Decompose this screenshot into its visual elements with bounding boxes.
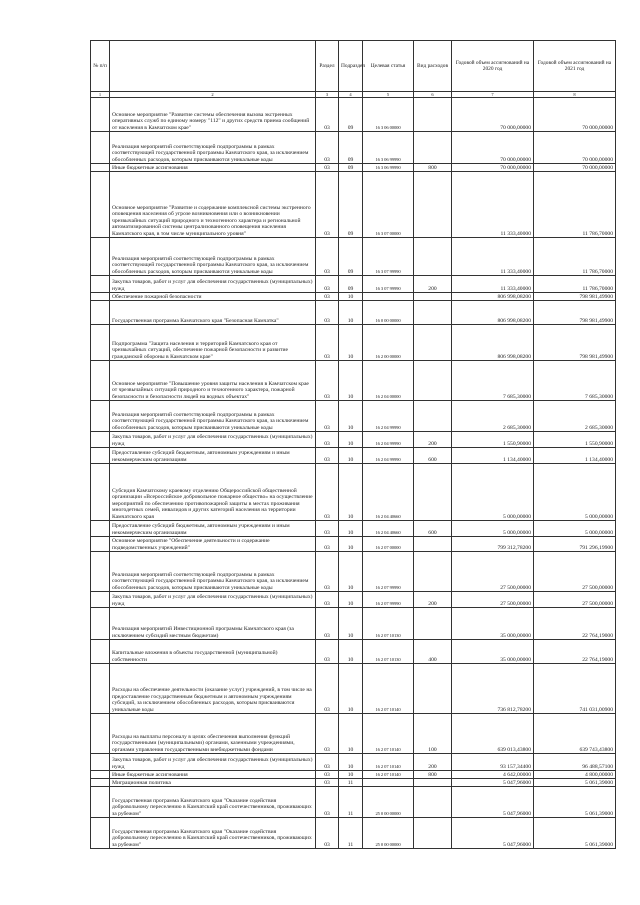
row-podrazdel-cell: 11 bbox=[339, 779, 363, 787]
row-2020-cell: 35 000,00000 bbox=[452, 608, 534, 640]
row-index-cell bbox=[91, 432, 110, 448]
row-vid-cell bbox=[414, 779, 452, 787]
row-razdel-cell: 03 bbox=[316, 464, 339, 521]
row-index-cell bbox=[91, 771, 110, 779]
row-2020-cell: 70 000,00000 bbox=[452, 132, 534, 164]
row-2020-cell: 11 333,40000 bbox=[452, 238, 534, 276]
row-razdel-cell: 03 bbox=[316, 771, 339, 779]
row-index-cell bbox=[91, 779, 110, 787]
row-index-cell bbox=[91, 754, 110, 771]
row-index-cell bbox=[91, 664, 110, 714]
row-podrazdel-cell: 11 bbox=[339, 818, 363, 849]
row-2020-cell: 736 812,78200 bbox=[452, 664, 534, 714]
row-2021-cell: 798 981,49900 bbox=[534, 293, 616, 301]
row-podrazdel-cell: 09 bbox=[339, 276, 363, 293]
row-name-cell: Реализация мероприятий соответствующей подпрограммы в рамках соответствующей государственной программы Камчатского края, за исключением обособленных расходов, которым присваиваются уникальные коды bbox=[110, 401, 316, 432]
row-2020-cell: 11 333,40000 bbox=[452, 172, 534, 238]
row-2021-cell: 70 000,00000 bbox=[534, 164, 616, 172]
row-razdel-cell: 03 bbox=[316, 98, 339, 132]
row-2020-cell: 799 312,78200 bbox=[452, 537, 534, 552]
row-2021-cell: 11 786,70000 bbox=[534, 238, 616, 276]
row-vid-cell: 400 bbox=[414, 640, 452, 664]
table-row bbox=[91, 521, 616, 537]
row-index-cell bbox=[91, 787, 110, 818]
row-podrazdel-cell: 10 bbox=[339, 521, 363, 537]
row-vid-cell: 200 bbox=[414, 276, 452, 293]
row-2021-cell: 639 743,43800 bbox=[534, 714, 616, 754]
row-2021-cell: 5 061,39000 bbox=[534, 779, 616, 787]
row-podrazdel-cell: 10 bbox=[339, 361, 363, 401]
row-index-cell bbox=[91, 276, 110, 293]
row-name-cell: Миграционная политика bbox=[110, 779, 316, 787]
row-celevaya-cell: 16 2 07 00000 bbox=[363, 537, 414, 552]
row-index-cell bbox=[91, 172, 110, 238]
row-celevaya-cell: 16 2 07 10140 bbox=[363, 771, 414, 779]
row-name-cell: Субсидия Камчатскому краевому отделению Общероссийской общественной организации «Всероссийское добровольное пожарное общество» на осуществление мероприятий по обеспечению противопожарной защиты в местах проживания многодетных семей, инвалидов и других категорий населения на территории Камчатского края bbox=[110, 464, 316, 521]
row-name-cell: Предоставление субсидий бюджетным, автономным учреждениям и иным некоммерческим организациям bbox=[110, 448, 316, 464]
row-razdel-cell: 03 bbox=[316, 401, 339, 432]
row-vid-cell: 200 bbox=[414, 432, 452, 448]
row-celevaya-cell: 16 2 04 00000 bbox=[363, 361, 414, 401]
row-vid-cell bbox=[414, 464, 452, 521]
table-row bbox=[91, 537, 616, 552]
row-podrazdel-cell: 10 bbox=[339, 552, 363, 592]
row-razdel-cell: 03 bbox=[316, 787, 339, 818]
row-celevaya-cell: 16 2 04 99990 bbox=[363, 432, 414, 448]
row-name-cell: Основное мероприятие "Обеспечение деятельности и содержание подведомственных учреждений" bbox=[110, 537, 316, 552]
row-2021-cell: 27 500,00000 bbox=[534, 552, 616, 592]
row-vid-cell: 200 bbox=[414, 592, 452, 608]
row-index-cell bbox=[91, 537, 110, 552]
row-razdel-cell: 03 bbox=[316, 164, 339, 172]
table-row bbox=[91, 293, 616, 301]
row-index-cell bbox=[91, 98, 110, 132]
row-vid-cell bbox=[414, 132, 452, 164]
row-2021-cell: 4 800,00000 bbox=[534, 771, 616, 779]
table-row bbox=[91, 464, 616, 521]
row-2020-cell: 1 134,40000 bbox=[452, 448, 534, 464]
row-2020-cell: 1 550,90000 bbox=[452, 432, 534, 448]
colnum: 2 bbox=[110, 92, 316, 98]
row-index-cell bbox=[91, 552, 110, 592]
row-name-cell: Реализация мероприятий соответствующей подпрограммы в рамках соответствующей государственной программы Камчатского края, за исключением обособленных расходов, которым присваиваются уникальные коды bbox=[110, 238, 316, 276]
row-celevaya-cell: 16 2 04 40660 bbox=[363, 464, 414, 521]
row-celevaya-cell bbox=[363, 293, 414, 301]
row-index-cell bbox=[91, 325, 110, 361]
row-2021-cell: 22 764,19000 bbox=[534, 608, 616, 640]
table-row bbox=[91, 448, 616, 464]
table-row bbox=[91, 276, 616, 293]
row-vid-cell: 600 bbox=[414, 448, 452, 464]
table-row bbox=[91, 592, 616, 608]
table-row bbox=[91, 608, 616, 640]
row-2021-cell: 1 134,40000 bbox=[534, 448, 616, 464]
row-name-cell: Основное мероприятие "Повышение уровня защиты населения в Камчатском крае от чрезвычайных ситуаций природного и техногенного характера, пожарной безопасности и безопасности людей на водных объектах" bbox=[110, 361, 316, 401]
row-index-cell bbox=[91, 164, 110, 172]
row-podrazdel-cell: 10 bbox=[339, 640, 363, 664]
row-podrazdel-cell: 09 bbox=[339, 164, 363, 172]
row-name-cell: Государственная программа Камчатского края "Оказание содействия добровольному переселению в Камчатский край соотечественников, проживающих за рубежом" bbox=[110, 818, 316, 849]
row-celevaya-cell: 16 2 04 99990 bbox=[363, 448, 414, 464]
row-vid-cell bbox=[414, 537, 452, 552]
row-2021-cell: 798 981,49900 bbox=[534, 325, 616, 361]
row-index-cell bbox=[91, 301, 110, 325]
row-2021-cell: 1 550,90000 bbox=[534, 432, 616, 448]
row-2021-cell: 96 488,57100 bbox=[534, 754, 616, 771]
header-podrazdel: Подраздел bbox=[339, 41, 363, 92]
row-2021-cell: 7 685,30000 bbox=[534, 361, 616, 401]
colnum: 5 bbox=[363, 92, 414, 98]
colnum: 4 bbox=[339, 92, 363, 98]
table-row bbox=[91, 132, 616, 164]
row-podrazdel-cell: 09 bbox=[339, 98, 363, 132]
header-name bbox=[110, 41, 316, 92]
row-podrazdel-cell: 09 bbox=[339, 238, 363, 276]
row-name-cell: Капитальные вложения в объекты государственной (муниципальной) собственности bbox=[110, 640, 316, 664]
row-2020-cell: 4 642,00000 bbox=[452, 771, 534, 779]
row-celevaya-cell: 16 2 04 40660 bbox=[363, 521, 414, 537]
row-2020-cell: 5 000,00000 bbox=[452, 521, 534, 537]
row-razdel-cell: 03 bbox=[316, 664, 339, 714]
row-2020-cell: 27 500,00000 bbox=[452, 592, 534, 608]
row-vid-cell bbox=[414, 238, 452, 276]
colnum: 7 bbox=[452, 92, 534, 98]
row-vid-cell bbox=[414, 361, 452, 401]
row-2020-cell: 639 013,43800 bbox=[452, 714, 534, 754]
row-podrazdel-cell: 10 bbox=[339, 537, 363, 552]
row-razdel-cell: 03 bbox=[316, 361, 339, 401]
table-row bbox=[91, 164, 616, 172]
row-index-cell bbox=[91, 608, 110, 640]
row-celevaya-cell: 16 3 06 99990 bbox=[363, 164, 414, 172]
row-podrazdel-cell: 10 bbox=[339, 293, 363, 301]
header-index: № п/п bbox=[91, 41, 110, 92]
row-2020-cell: 5 047,96000 bbox=[452, 779, 534, 787]
table-row bbox=[91, 664, 616, 714]
colnum: 1 bbox=[91, 92, 110, 98]
row-index-cell bbox=[91, 592, 110, 608]
row-2020-cell: 11 333,40000 bbox=[452, 276, 534, 293]
row-name-cell: Реализация мероприятий Инвестиционной программы Камчатского края (за исключением субсидий местным бюджетам) bbox=[110, 608, 316, 640]
row-celevaya-cell: 16 2 07 10140 bbox=[363, 754, 414, 771]
row-2021-cell: 22 764,19000 bbox=[534, 640, 616, 664]
row-vid-cell: 800 bbox=[414, 771, 452, 779]
row-razdel-cell: 03 bbox=[316, 608, 339, 640]
row-podrazdel-cell: 11 bbox=[339, 787, 363, 818]
row-celevaya-cell: 16 3 07 99990 bbox=[363, 238, 414, 276]
row-razdel-cell: 03 bbox=[316, 238, 339, 276]
row-vid-cell bbox=[414, 608, 452, 640]
row-2020-cell: 70 000,00000 bbox=[452, 164, 534, 172]
table-row bbox=[91, 238, 616, 276]
row-index-cell bbox=[91, 293, 110, 301]
colnum: 6 bbox=[414, 92, 452, 98]
row-celevaya-cell: 16 2 07 99990 bbox=[363, 552, 414, 592]
table-row bbox=[91, 818, 616, 849]
table-row bbox=[91, 787, 616, 818]
row-2020-cell: 35 000,00000 bbox=[452, 640, 534, 664]
row-podrazdel-cell: 10 bbox=[339, 432, 363, 448]
row-2020-cell: 806 998,08200 bbox=[452, 293, 534, 301]
colnum: 3 bbox=[316, 92, 339, 98]
table-row bbox=[91, 98, 616, 132]
row-razdel-cell: 03 bbox=[316, 301, 339, 325]
row-celevaya-cell: 16 3 07 99990 bbox=[363, 276, 414, 293]
row-name-cell: Закупка товаров, работ и услуг для обеспечения государственных (муниципальных) нужд bbox=[110, 276, 316, 293]
row-razdel-cell: 03 bbox=[316, 754, 339, 771]
row-vid-cell bbox=[414, 293, 452, 301]
row-2021-cell: 11 786,70000 bbox=[534, 276, 616, 293]
row-podrazdel-cell: 10 bbox=[339, 754, 363, 771]
row-podrazdel-cell: 10 bbox=[339, 664, 363, 714]
table-header-row bbox=[91, 41, 616, 92]
row-2021-cell: 5 000,00000 bbox=[534, 521, 616, 537]
row-2020-cell: 5 047,96000 bbox=[452, 818, 534, 849]
row-2021-cell: 798 981,49900 bbox=[534, 301, 616, 325]
row-podrazdel-cell: 10 bbox=[339, 771, 363, 779]
row-celevaya-cell: 16 2 04 99990 bbox=[363, 401, 414, 432]
table-row bbox=[91, 172, 616, 238]
row-vid-cell bbox=[414, 98, 452, 132]
row-razdel-cell: 03 bbox=[316, 325, 339, 361]
row-vid-cell bbox=[414, 325, 452, 361]
row-2020-cell: 7 685,30000 bbox=[452, 361, 534, 401]
header-year-2021: Годовой объем ассигнований на 2021 год bbox=[534, 41, 616, 92]
row-2020-cell: 70 000,00000 bbox=[452, 98, 534, 132]
row-name-cell: Основное мероприятие "Развитие системы обеспечения вызова экстренных оперативных служб по единому номеру "112" и других средств приема сообщений от населения в Камчатском крае" bbox=[110, 98, 316, 132]
row-index-cell bbox=[91, 361, 110, 401]
row-name-cell: Иные бюджетные ассигнования bbox=[110, 771, 316, 779]
row-podrazdel-cell: 10 bbox=[339, 325, 363, 361]
row-2020-cell: 806 998,08200 bbox=[452, 325, 534, 361]
table-row bbox=[91, 361, 616, 401]
row-razdel-cell: 03 bbox=[316, 552, 339, 592]
row-podrazdel-cell: 09 bbox=[339, 132, 363, 164]
row-celevaya-cell: 16 3 06 00000 bbox=[363, 98, 414, 132]
table-row bbox=[91, 754, 616, 771]
row-2020-cell: 5 047,96000 bbox=[452, 787, 534, 818]
row-name-cell: Основное мероприятие "Развитие и содержание комплексной системы экстренного оповещения населения об угрозе возникновения или о возникновении чрезвычайных ситуаций природного и техногенного характера и региональной автоматизированной системы централизованного оповещения населения Камчатского края, в том числе муниципального уровня" bbox=[110, 172, 316, 238]
row-vid-cell: 800 bbox=[414, 164, 452, 172]
table-row bbox=[91, 714, 616, 754]
row-2021-cell: 741 031,00900 bbox=[534, 664, 616, 714]
row-2020-cell: 5 000,00000 bbox=[452, 464, 534, 521]
row-2021-cell: 70 000,00000 bbox=[534, 98, 616, 132]
row-celevaya-cell: 16 2 07 10140 bbox=[363, 714, 414, 754]
header-razdel: Раздел bbox=[316, 41, 339, 92]
table-body bbox=[91, 98, 616, 849]
row-razdel-cell: 03 bbox=[316, 592, 339, 608]
row-name-cell: Реализация мероприятий соответствующей подпрограммы в рамках соответствующей государственной программы Камчатского края, за исключением обособленных расходов, которым присваиваются уникальные коды bbox=[110, 552, 316, 592]
row-index-cell bbox=[91, 464, 110, 521]
table-row bbox=[91, 779, 616, 787]
row-2021-cell: 5 000,00000 bbox=[534, 464, 616, 521]
row-podrazdel-cell: 09 bbox=[339, 172, 363, 238]
row-name-cell: Расходы на выплаты персоналу в целях обеспечения выполнения функций государственными (муниципальными) органами, казенными учреждениями, органами управления государственными внебюджетными фондами bbox=[110, 714, 316, 754]
row-index-cell bbox=[91, 132, 110, 164]
row-index-cell bbox=[91, 818, 110, 849]
row-razdel-cell: 03 bbox=[316, 640, 339, 664]
row-podrazdel-cell: 10 bbox=[339, 464, 363, 521]
budget-table-sheet bbox=[90, 40, 615, 849]
row-vid-cell bbox=[414, 818, 452, 849]
row-celevaya-cell: 16 2 07 10140 bbox=[363, 664, 414, 714]
row-celevaya-cell: 16 0 00 00000 bbox=[363, 301, 414, 325]
row-razdel-cell: 03 bbox=[316, 714, 339, 754]
row-2021-cell: 2 685,30000 bbox=[534, 401, 616, 432]
table-row bbox=[91, 432, 616, 448]
colnum: 8 bbox=[534, 92, 616, 98]
row-vid-cell bbox=[414, 401, 452, 432]
row-2021-cell: 70 000,00000 bbox=[534, 132, 616, 164]
row-name-cell: Реализация мероприятий соответствующей подпрограммы в рамках соответствующей государственной программы Камчатского края, за исключением обособленных расходов, которым присваиваются уникальные коды bbox=[110, 132, 316, 164]
row-vid-cell: 100 bbox=[414, 714, 452, 754]
row-celevaya-cell bbox=[363, 779, 414, 787]
table-row bbox=[91, 640, 616, 664]
row-razdel-cell: 03 bbox=[316, 818, 339, 849]
row-razdel-cell: 03 bbox=[316, 293, 339, 301]
row-vid-cell: 600 bbox=[414, 521, 452, 537]
row-razdel-cell: 03 bbox=[316, 276, 339, 293]
row-razdel-cell: 03 bbox=[316, 432, 339, 448]
row-index-cell bbox=[91, 401, 110, 432]
table-row bbox=[91, 401, 616, 432]
table-row bbox=[91, 771, 616, 779]
row-index-cell bbox=[91, 448, 110, 464]
row-2020-cell: 27 500,00000 bbox=[452, 552, 534, 592]
row-name-cell: Государственная программа Камчатского края "Безопасная Камчатка" bbox=[110, 301, 316, 325]
row-index-cell bbox=[91, 238, 110, 276]
row-celevaya-cell: 16 2 07 10130 bbox=[363, 608, 414, 640]
row-razdel-cell: 03 bbox=[316, 132, 339, 164]
row-index-cell bbox=[91, 521, 110, 537]
row-name-cell: Государственная программа Камчатского края "Оказание содействия добровольному переселению в Камчатский край соотечественников, проживающих за рубежом" bbox=[110, 787, 316, 818]
row-2020-cell: 806 998,08200 bbox=[452, 301, 534, 325]
table-row bbox=[91, 552, 616, 592]
row-celevaya-cell: 25 0 00 00000 bbox=[363, 787, 414, 818]
row-name-cell: Закупка товаров, работ и услуг для обеспечения государственных (муниципальных) нужд bbox=[110, 432, 316, 448]
row-celevaya-cell: 16 2 07 10130 bbox=[363, 640, 414, 664]
row-razdel-cell: 03 bbox=[316, 537, 339, 552]
row-podrazdel-cell: 10 bbox=[339, 592, 363, 608]
table-row bbox=[91, 301, 616, 325]
row-podrazdel-cell: 10 bbox=[339, 448, 363, 464]
row-podrazdel-cell: 10 bbox=[339, 401, 363, 432]
row-vid-cell bbox=[414, 301, 452, 325]
row-vid-cell bbox=[414, 552, 452, 592]
row-podrazdel-cell: 10 bbox=[339, 301, 363, 325]
row-index-cell bbox=[91, 714, 110, 754]
row-podrazdel-cell: 10 bbox=[339, 714, 363, 754]
row-name-cell: Подпрограмма "Защита населения и территорий Камчатского края от чрезвычайных ситуаций, обеспечение пожарной безопасности и развитие гражданской обороны в Камчатском крае" bbox=[110, 325, 316, 361]
row-podrazdel-cell: 10 bbox=[339, 608, 363, 640]
row-celevaya-cell: 16 2 00 00000 bbox=[363, 325, 414, 361]
row-name-cell: Закупка товаров, работ и услуг для обеспечения государственных (муниципальных) нужд bbox=[110, 754, 316, 771]
row-celevaya-cell: 25 0 00 00000 bbox=[363, 818, 414, 849]
row-razdel-cell: 03 bbox=[316, 172, 339, 238]
row-2021-cell: 5 061,39000 bbox=[534, 787, 616, 818]
row-razdel-cell: 03 bbox=[316, 448, 339, 464]
row-2021-cell: 5 061,39000 bbox=[534, 818, 616, 849]
row-vid-cell bbox=[414, 664, 452, 714]
row-2021-cell: 27 500,00000 bbox=[534, 592, 616, 608]
row-2021-cell: 11 786,70000 bbox=[534, 172, 616, 238]
row-razdel-cell: 03 bbox=[316, 521, 339, 537]
row-celevaya-cell: 16 2 07 99990 bbox=[363, 592, 414, 608]
row-name-cell: Иные бюджетные ассигнования bbox=[110, 164, 316, 172]
budget-table bbox=[90, 40, 616, 849]
header-year-2020: Годовой объем ассигнований на 2020 год bbox=[452, 41, 534, 92]
table-row bbox=[91, 325, 616, 361]
row-celevaya-cell: 16 3 06 99990 bbox=[363, 132, 414, 164]
row-name-cell: Предоставление субсидий бюджетным, автономным учреждениям и иным некоммерческим организациям bbox=[110, 521, 316, 537]
row-name-cell: Закупка товаров, работ и услуг для обеспечения государственных (муниципальных) нужд bbox=[110, 592, 316, 608]
header-celevaya: Целевая статья bbox=[363, 41, 414, 92]
row-vid-cell bbox=[414, 172, 452, 238]
row-name-cell: Расходы на обеспечение деятельности (оказание услуг) учреждений, в том числе на предоставление государственным бюджетным и автономным учреждениям субсидий, за исключением обособленных расходов, которым присваиваются уникальные коды bbox=[110, 664, 316, 714]
row-vid-cell bbox=[414, 787, 452, 818]
row-celevaya-cell: 16 3 07 00000 bbox=[363, 172, 414, 238]
row-2020-cell: 2 685,30000 bbox=[452, 401, 534, 432]
row-razdel-cell: 03 bbox=[316, 779, 339, 787]
row-index-cell bbox=[91, 640, 110, 664]
row-name-cell: Обеспечение пожарной безопасности bbox=[110, 293, 316, 301]
row-2021-cell: 791 296,19900 bbox=[534, 537, 616, 552]
header-vid: Вид расходов bbox=[414, 41, 452, 92]
row-2020-cell: 93 157,34400 bbox=[452, 754, 534, 771]
row-vid-cell: 200 bbox=[414, 754, 452, 771]
